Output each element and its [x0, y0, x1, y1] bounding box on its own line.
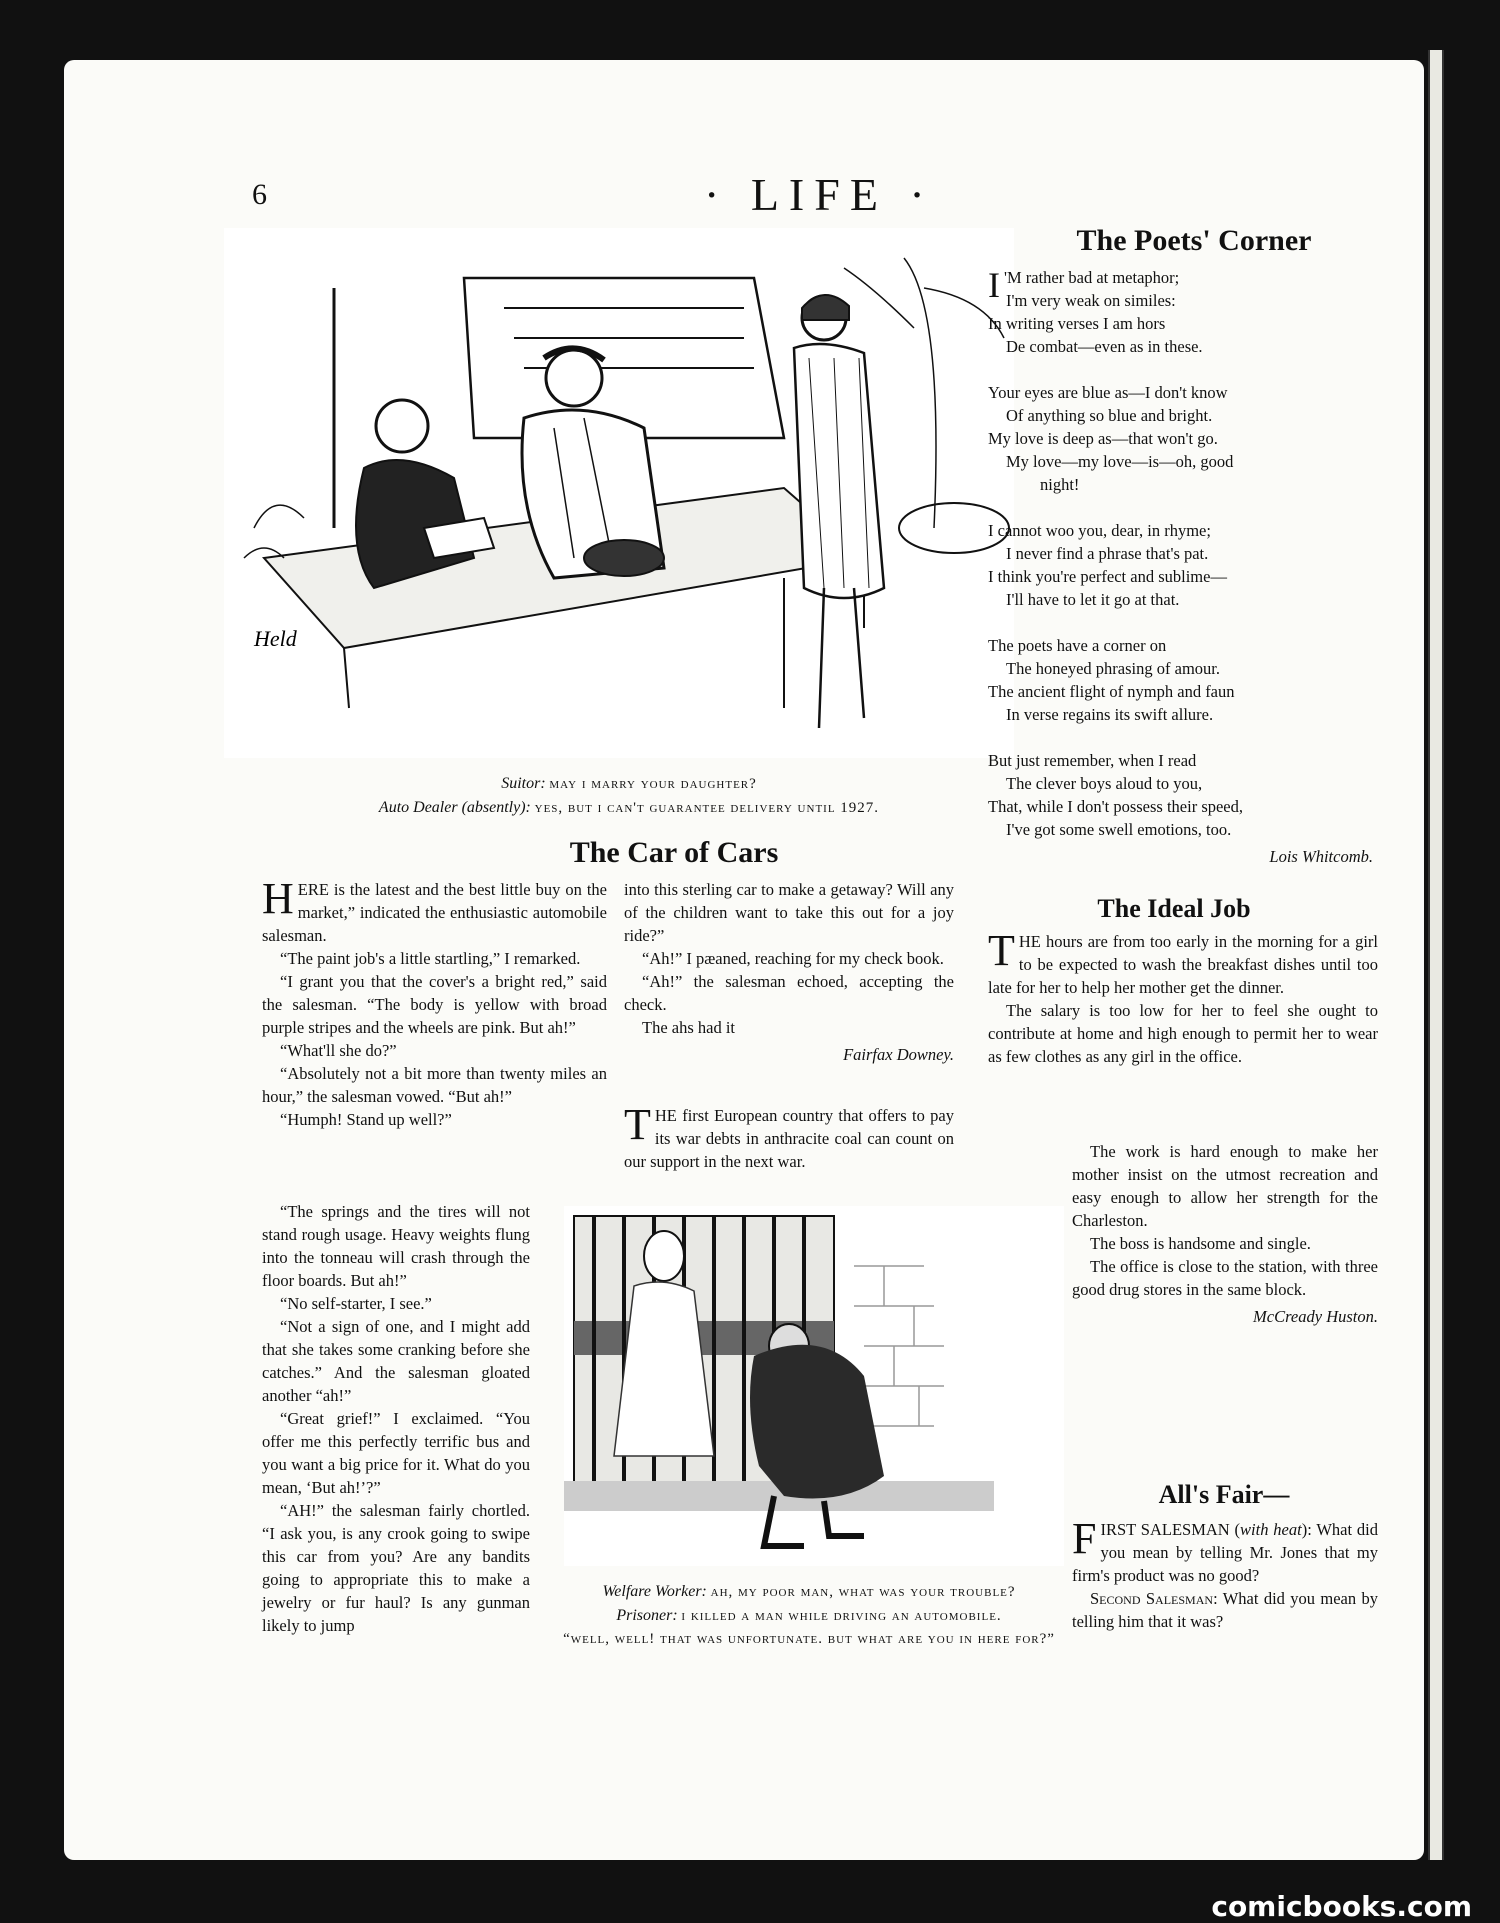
paragraph-part: ): What did you mean by telling Mr. Jones that my firm's product was no good? [1072, 1520, 1378, 1585]
poem-line: My love is deep as—that won't go. [988, 429, 1218, 448]
speaker-label: Second Salesman [1090, 1589, 1214, 1608]
stanza [988, 381, 1388, 496]
alls-fair-article [1072, 1514, 1378, 1633]
poem-line: The clever boys aloud to you, [1006, 774, 1203, 793]
caption-speaker: Auto Dealer (absently): [378, 799, 531, 816]
paragraph: “What'll she do?” [280, 1041, 397, 1060]
poem-title: The Poets' Corner [1076, 224, 1312, 257]
cartoon-drawing [564, 1206, 1064, 1566]
watermark: comicbooks.com [1211, 1890, 1472, 1923]
page-number: 6 [252, 178, 267, 211]
poem-line: Your eyes are blue as—I don't know [988, 383, 1228, 402]
car-of-cars-column-1 [262, 874, 607, 1131]
stanza [988, 519, 1388, 611]
paragraph: “Ah!” the salesman echoed, accepting the check. [624, 972, 954, 1014]
stanza [988, 634, 1388, 726]
caption-text: may i marry your daughter? [549, 776, 757, 792]
cartoon-signature: Held [254, 626, 297, 651]
paragraph-emphasis: with heat [1240, 1520, 1302, 1539]
war-debts-item [624, 1100, 954, 1173]
author-signature: Lois Whitcomb. [1269, 847, 1373, 866]
caption-text: “well, well! that was unfortunate. but what are you in here for?” [563, 1631, 1055, 1647]
magazine-page [64, 60, 1424, 1860]
paragraph: “AH!” the salesman fairly chortled. “I ask you, is any crook going to swipe this car from you? Are any bandits going to appropriate this to make a jewelry or fur haul? Is any gunman likely to jump [262, 1501, 530, 1635]
ideal-job-article [988, 926, 1378, 1068]
paragraph: The ahs had it [642, 1018, 736, 1037]
caption-speaker: Welfare Worker: [602, 1583, 707, 1600]
car-of-cars-column-1b [262, 1200, 530, 1637]
paragraph: “Great grief!” I exclaimed. “You offer me this perfectly terrific bus and you want a big price for it. What do you mean, ‘But ah!’?” [262, 1409, 530, 1497]
poem-line: night! [1040, 475, 1080, 494]
author-signature: McCready Huston. [1253, 1307, 1378, 1326]
paragraph: “I grant you that the cover's a bright red,” said the salesman. “The body is yellow with broad purple stripes and the wheels are pink. But ah!” [262, 972, 607, 1037]
poem-line: I've got some swell emotions, too. [1006, 820, 1232, 839]
poem-line: The ancient flight of nymph and faun [988, 682, 1235, 701]
poem-line: I cannot woo you, dear, in rhyme; [988, 521, 1211, 540]
caption-speaker: Suitor: [501, 775, 546, 792]
paragraph: into this sterling car to make a getaway? Will any of the children want to take this out for a joy ride?” [624, 880, 954, 945]
cartoon-suitor-auto-dealer [224, 228, 1014, 758]
poem-line: In verse regains its swift allure. [1006, 705, 1214, 724]
drop-cap: I [988, 265, 1000, 305]
poem-line: In writing verses I am hors [988, 314, 1166, 333]
poem-line: My love—my love—is—oh, good [1006, 452, 1234, 471]
paragraph: The salary is too low for her to feel she ought to contribute at home and high enough to permit her to wear as few clothes as any girl in the office. [988, 1001, 1378, 1066]
poem-line: De combat—even as in these. [1006, 337, 1203, 356]
drop-cap: T [988, 926, 1015, 975]
paragraph: “Ah!” I pæaned, reaching for my check book. [642, 949, 944, 968]
article-title: The Car of Cars [569, 836, 779, 869]
poem-line: But just remember, when I read [988, 751, 1197, 770]
poem-line: Of anything so blue and bright. [1006, 406, 1213, 425]
paragraph-part: : What did you mean by telling him that it was? [1072, 1589, 1378, 1631]
poem-line: I'm very weak on similes: [1006, 291, 1176, 310]
paragraph: HE first European country that offers to pay its war debts in anthracite coal can count on our support in the next war. [624, 1106, 954, 1171]
drop-cap: F [1072, 1514, 1097, 1563]
drop-cap: H [262, 874, 294, 923]
adjacent-page-edge [1428, 50, 1444, 1860]
cartoon-welfare-worker-prisoner [564, 1206, 1064, 1566]
paragraph-part: IRST SALESMAN ( [1100, 1520, 1241, 1539]
poem-line: The honeyed phrasing of amour. [1006, 659, 1220, 678]
poem-line: I'll have to let it go at that. [1006, 590, 1180, 609]
poem-line: That, while I don't possess their speed, [988, 797, 1244, 816]
paragraph: The office is close to the station, with three good drug stores in the same block. [1072, 1257, 1378, 1299]
poem-line: I never find a phrase that's pat. [1006, 544, 1209, 563]
paragraph: HE hours are from too early in the morning for a girl to be expected to wash the breakfast dishes until too late for her to help her mother get the dinner. [988, 932, 1378, 997]
caption-text: i killed a man while driving an automobile. [681, 1608, 1002, 1624]
paragraph: The work is hard enough to make her mother insist on the utmost recreation and easy enough to allow her strength for the Charleston. [1072, 1142, 1378, 1230]
caption-speaker: Prisoner: [616, 1607, 678, 1624]
ideal-job-article-indented [1072, 1140, 1378, 1328]
poets-corner-poem [988, 266, 1388, 868]
paragraph: “Humph! Stand up well?” [280, 1110, 452, 1129]
article-title: The Ideal Job [1097, 894, 1251, 923]
car-of-cars-column-2 [624, 878, 954, 1066]
article-title: All's Fair— [1158, 1480, 1290, 1509]
caption-text: ah, my poor man, what was your trouble? [710, 1584, 1016, 1600]
stanza [988, 749, 1388, 841]
stanza [988, 266, 1388, 358]
drop-cap: T [624, 1100, 651, 1149]
cartoon2-caption [554, 1580, 1064, 1651]
paragraph: “Not a sign of one, and I might add that she takes some cranking before she catches.” And the salesman gloated another “ah!” [262, 1317, 530, 1405]
cartoon-drawing [224, 228, 1014, 758]
paragraph: “No self-starter, I see.” [280, 1294, 432, 1313]
poem-line: 'M rather bad at metaphor; [1004, 268, 1180, 287]
caption-text: yes, but i can't guarantee delivery until 1927. [534, 800, 880, 816]
paragraph: The boss is handsome and single. [1090, 1234, 1311, 1253]
paragraph: “Absolutely not a bit more than twenty miles an hour,” the salesman vowed. “But ah!” [262, 1064, 607, 1106]
poem-line: I think you're perfect and sublime— [988, 567, 1227, 586]
masthead: · LIFE · [704, 169, 935, 220]
poem-line: The poets have a corner on [988, 636, 1167, 655]
paragraph: ERE is the latest and the best little buy on the market,” indicated the enthusiastic automobile salesman. [262, 880, 607, 945]
paragraph: “The paint job's a little startling,” I remarked. [280, 949, 581, 968]
cartoon1-caption [264, 772, 994, 820]
author-signature: Fairfax Downey. [843, 1045, 954, 1064]
paragraph: “The springs and the tires will not stand rough usage. Heavy weights flung into the tonneau will crash through the floor boards. But ah!” [262, 1202, 530, 1290]
